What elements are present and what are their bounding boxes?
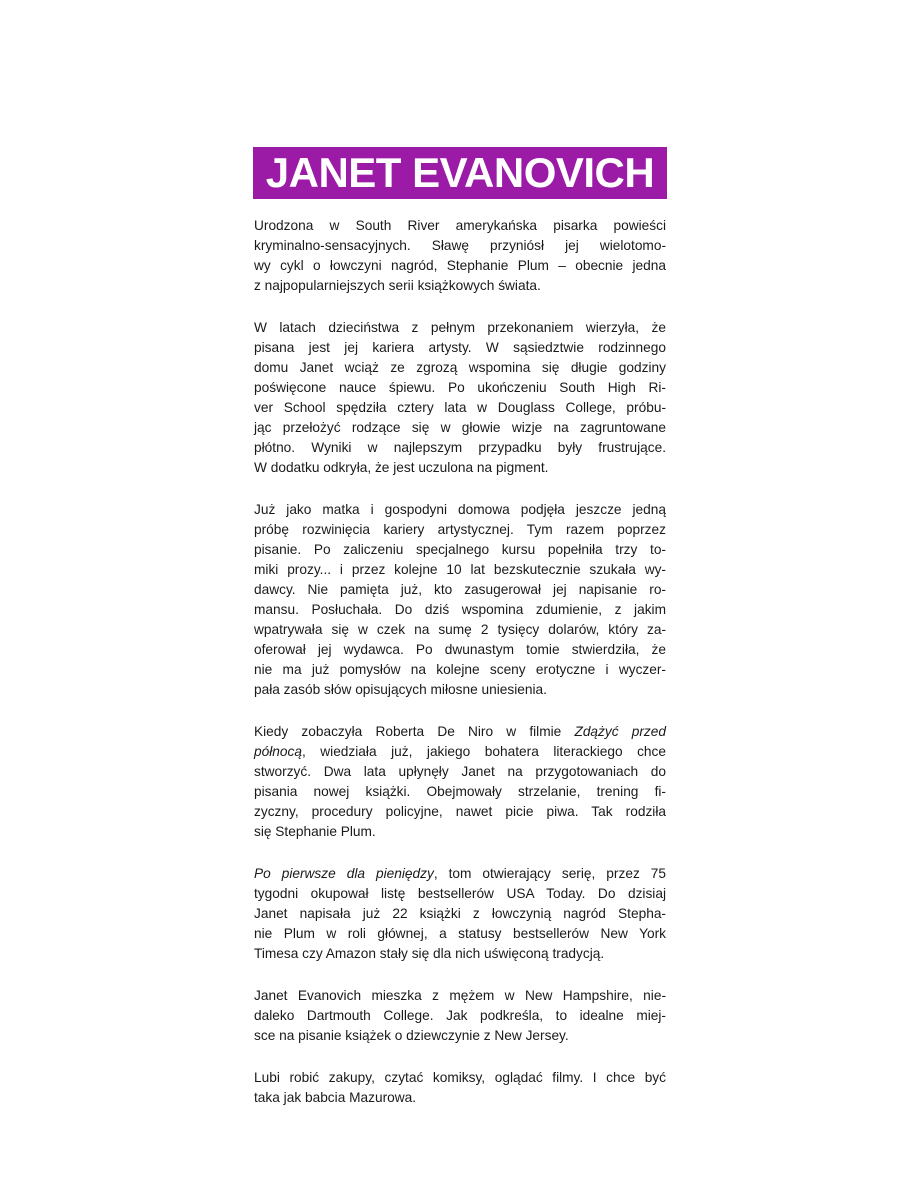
text-line: stworzyć. Dwa lata upłynęły Janet na przygotowaniach do bbox=[254, 764, 666, 779]
text-line: Urodzona w South River amerykańska pisarka powieści bbox=[254, 218, 666, 233]
author-name-title: JANET EVANOVICH bbox=[265, 149, 655, 196]
text-line: Janet napisała już 22 książki z łowczynią nagród Stepha- bbox=[254, 906, 666, 921]
film-title-italic: północą bbox=[254, 744, 302, 759]
text-line: W dodatku odkryła, że jest uczulona na pigment. bbox=[254, 460, 549, 475]
text-line: Już jako matka i gospodyni domowa podjęła jeszcze jedną bbox=[254, 502, 666, 517]
paragraph-3 bbox=[254, 500, 666, 700]
text-line: wpatrywała się w czek na sumę 2 tysięcy dolarów, który za- bbox=[254, 622, 666, 637]
paragraph-4 bbox=[254, 722, 666, 842]
text-line: W latach dzieciństwa z pełnym przekonaniem wierzyła, że bbox=[254, 320, 666, 335]
title-banner bbox=[253, 147, 667, 199]
biography-text bbox=[254, 216, 666, 1130]
text-line bbox=[254, 742, 666, 762]
paragraph-6 bbox=[254, 986, 666, 1046]
text-line: Lubi robić zakupy, czytać komiksy, oglądać filmy. I chce być bbox=[254, 1070, 666, 1085]
text-line: sce na pisanie książek o dziewczynie z New Jersey. bbox=[254, 1028, 569, 1043]
text-line: tygodni okupował listę bestsellerów USA Today. Do dzisiaj bbox=[254, 886, 666, 901]
text-line: wy cykl o łowczyni nagród, Stephanie Plum – obecnie jedna bbox=[254, 258, 666, 273]
text-line: pała zasób słów opisujących miłosne uniesienia. bbox=[254, 682, 547, 697]
text-line: pisania nowej książki. Obejmowały strzelanie, trening fi- bbox=[254, 784, 666, 799]
text-line: jąc przełożyć rodzące się w głowie wizje na zagruntowane bbox=[254, 420, 666, 435]
text-line: domu Janet wciąż ze zgrozą wspomina się długie godziny bbox=[254, 360, 666, 375]
text-line: Janet Evanovich mieszka z mężem w New Hampshire, nie- bbox=[254, 988, 666, 1003]
text-line bbox=[254, 864, 666, 884]
book-title-italic: Po pierwsze dla pieniędzy bbox=[254, 866, 434, 881]
text-line: dawcy. Nie pamięta już, kto zasugerował jej napisanie ro- bbox=[254, 582, 666, 597]
text-line: próbę rozwinięcia kariery artystycznej. Tym razem poprzez bbox=[254, 522, 666, 537]
text-line: kryminalno-sensacyjnych. Sławę przyniósł jej wielotomo- bbox=[254, 238, 666, 253]
paragraph-7 bbox=[254, 1068, 666, 1108]
text-line: daleko Dartmouth College. Jak podkreśla, to idealne miej- bbox=[254, 1008, 666, 1023]
text-line: nie Plum w roli głównej, a statusy bestsellerów New York bbox=[254, 926, 666, 941]
text-line: oferował jej wydawca. Po dwunastym tomie stwierdziła, że bbox=[254, 642, 666, 657]
film-title-italic: Zdążyć przed bbox=[574, 724, 666, 739]
text-line: się Stephanie Plum. bbox=[254, 824, 376, 839]
text-line: pisanie. Po zaliczeniu specjalnego kursu popełniła trzy to- bbox=[254, 542, 666, 557]
text-segment: Kiedy zobaczyła Roberta De Niro w filmie bbox=[254, 724, 562, 739]
text-segment: , tom otwierający serię, przez 75 bbox=[433, 866, 666, 881]
paragraph-1 bbox=[254, 216, 666, 296]
text-line: miki prozy... i przez kolejne 10 lat bezskutecznie szukała wy- bbox=[254, 562, 666, 577]
paragraph-5 bbox=[254, 864, 666, 964]
text-line: ver School spędziła cztery lata w Douglass College, próbu- bbox=[254, 400, 666, 415]
text-line: mansu. Posłuchała. Do dziś wspomina zdumienie, z jakim bbox=[254, 602, 666, 617]
text-line: z najpopularniejszych serii książkowych świata. bbox=[254, 278, 541, 293]
paragraph-2 bbox=[254, 318, 666, 478]
text-line bbox=[254, 722, 666, 742]
text-line: taka jak babcia Mazurowa. bbox=[254, 1090, 417, 1105]
text-line: poświęcone nauce śpiewu. Po ukończeniu South High Ri- bbox=[254, 380, 666, 395]
text-line: płótno. Wyniki w najlepszym przypadku były frustrujące. bbox=[254, 440, 666, 455]
text-line: nie ma już pomysłów na kolejne sceny erotyczne i wyczer- bbox=[254, 662, 666, 677]
text-line: zyczny, procedury policyjne, nawet picie piwa. Tak rodziła bbox=[254, 804, 666, 819]
text-line: pisana jest jej kariera artysty. W sąsiedztwie rodzinnego bbox=[254, 340, 666, 355]
text-line: Timesa czy Amazon stały się dla nich uświęconą tradycją. bbox=[254, 946, 605, 961]
text-segment: , wiedziała już, jakiego bohatera literackiego chce bbox=[301, 744, 666, 759]
